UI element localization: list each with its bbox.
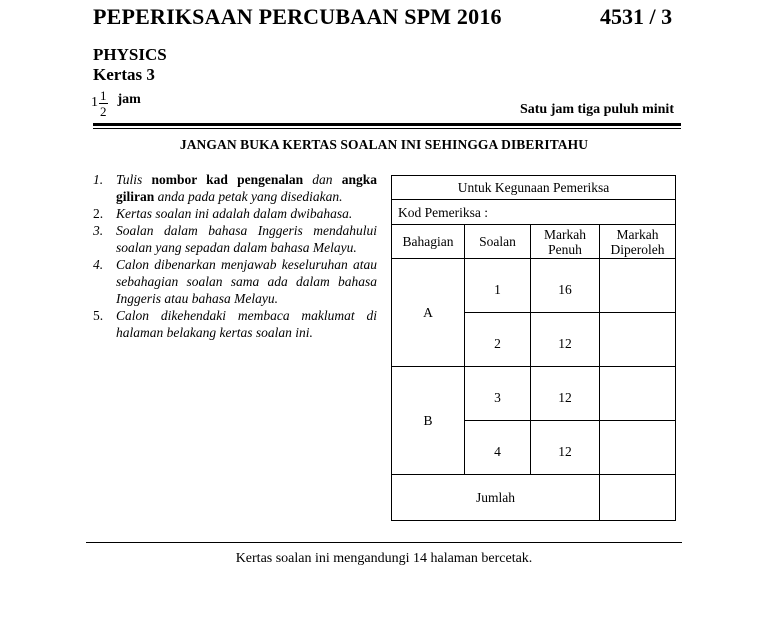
examiner-marks-table xyxy=(391,175,676,521)
table-caption: Untuk Kegunaan Pemeriksa xyxy=(392,176,676,200)
full-marks-value: 12 xyxy=(531,421,600,475)
full-marks-value: 12 xyxy=(531,313,600,367)
instruction-text-part: dan xyxy=(303,172,342,187)
question-number: 1 xyxy=(465,259,531,313)
full-marks-value: 12 xyxy=(531,367,600,421)
duration-fraction xyxy=(99,88,108,119)
table-header-row xyxy=(392,225,676,259)
instruction-text: Kertas soalan ini adalah dalam dwibahasa. xyxy=(116,206,353,222)
marks-obtained-cell[interactable] xyxy=(600,367,676,421)
header-rule-thin xyxy=(93,128,681,129)
instruction-bold-ic: nombor kad pengenalan xyxy=(151,172,304,187)
question-number: 3 xyxy=(465,367,531,421)
examiner-code-row xyxy=(392,200,676,225)
instruction-number: 5. xyxy=(93,308,104,324)
duration-unit: jam xyxy=(117,92,141,107)
marks-obtained-cell[interactable] xyxy=(600,259,676,313)
header-marks-obtained: Markah Diperoleh xyxy=(600,225,676,259)
instruction-number: 4. xyxy=(93,257,104,273)
header-rule-thick xyxy=(93,123,681,126)
duration-whole: 1 xyxy=(91,95,98,110)
footer-rule xyxy=(86,542,682,543)
instruction-item xyxy=(93,308,377,342)
instruction-item xyxy=(93,172,377,206)
table-row xyxy=(392,367,676,421)
instruction-text xyxy=(116,172,377,206)
marks-obtained-cell[interactable] xyxy=(600,421,676,475)
instruction-text: Calon dibenarkan menjawab keseluruhan atau sebahagian soalan sama ada dalam bahasa Inggeris atau bahasa Melayu. xyxy=(116,257,377,307)
question-number: 2 xyxy=(465,313,531,367)
exam-title: PEPERIKSAAN PERCUBAAN SPM 2016 xyxy=(93,4,502,29)
total-marks-cell[interactable] xyxy=(600,475,676,521)
fraction-numerator: 1 xyxy=(100,87,107,103)
table-caption-row xyxy=(392,176,676,200)
page-count-note: Kertas soalan ini mengandungi 14 halaman bercetak. xyxy=(235,551,533,566)
duration-in-words: Satu jam tiga puluh minit xyxy=(519,102,674,117)
question-number: 4 xyxy=(465,421,531,475)
instruction-text-part: Tulis xyxy=(116,172,152,187)
header-question: Soalan xyxy=(465,225,531,259)
instruction-number: 3. xyxy=(93,223,104,239)
instruction-bold-index: angka giliran xyxy=(116,172,377,204)
paper-code: 4531 / 3 xyxy=(600,4,673,29)
header-full-marks: Markah Penuh xyxy=(531,225,600,259)
instruction-text: Soalan dalam bahasa Inggeris mendahului soalan yang sepadan dalam bahasa Melayu. xyxy=(116,223,377,256)
subject-title: PHYSICS xyxy=(93,45,167,64)
instruction-number: 1. xyxy=(93,172,104,187)
examiner-code-field[interactable]: Kod Pemeriksa : xyxy=(392,200,676,225)
instructions-list xyxy=(93,172,377,342)
instruction-item xyxy=(93,206,377,223)
table-row xyxy=(392,259,676,313)
section-b-cell: B xyxy=(392,367,465,475)
instruction-number: 2. xyxy=(93,206,104,222)
instruction-item xyxy=(93,257,377,307)
instruction-text-part: anda pada petak yang disediakan. xyxy=(154,188,343,204)
instruction-item xyxy=(93,223,377,257)
marks-obtained-cell[interactable] xyxy=(600,313,676,367)
paper-name: Kertas 3 xyxy=(93,65,155,84)
total-row xyxy=(392,475,676,521)
fraction-denominator: 2 xyxy=(100,103,107,119)
header-section: Bahagian xyxy=(392,225,465,259)
instruction-text: Calon dikehendaki membaca maklumat di halaman belakang kertas soalan ini. xyxy=(116,308,377,341)
section-a-cell: A xyxy=(392,259,465,367)
total-label: Jumlah xyxy=(392,475,600,521)
duration xyxy=(91,86,141,120)
full-marks-value: 16 xyxy=(531,259,600,313)
warning-notice: JANGAN BUKA KERTAS SOALAN INI SEHINGGA DIBERITAHU xyxy=(179,137,589,152)
